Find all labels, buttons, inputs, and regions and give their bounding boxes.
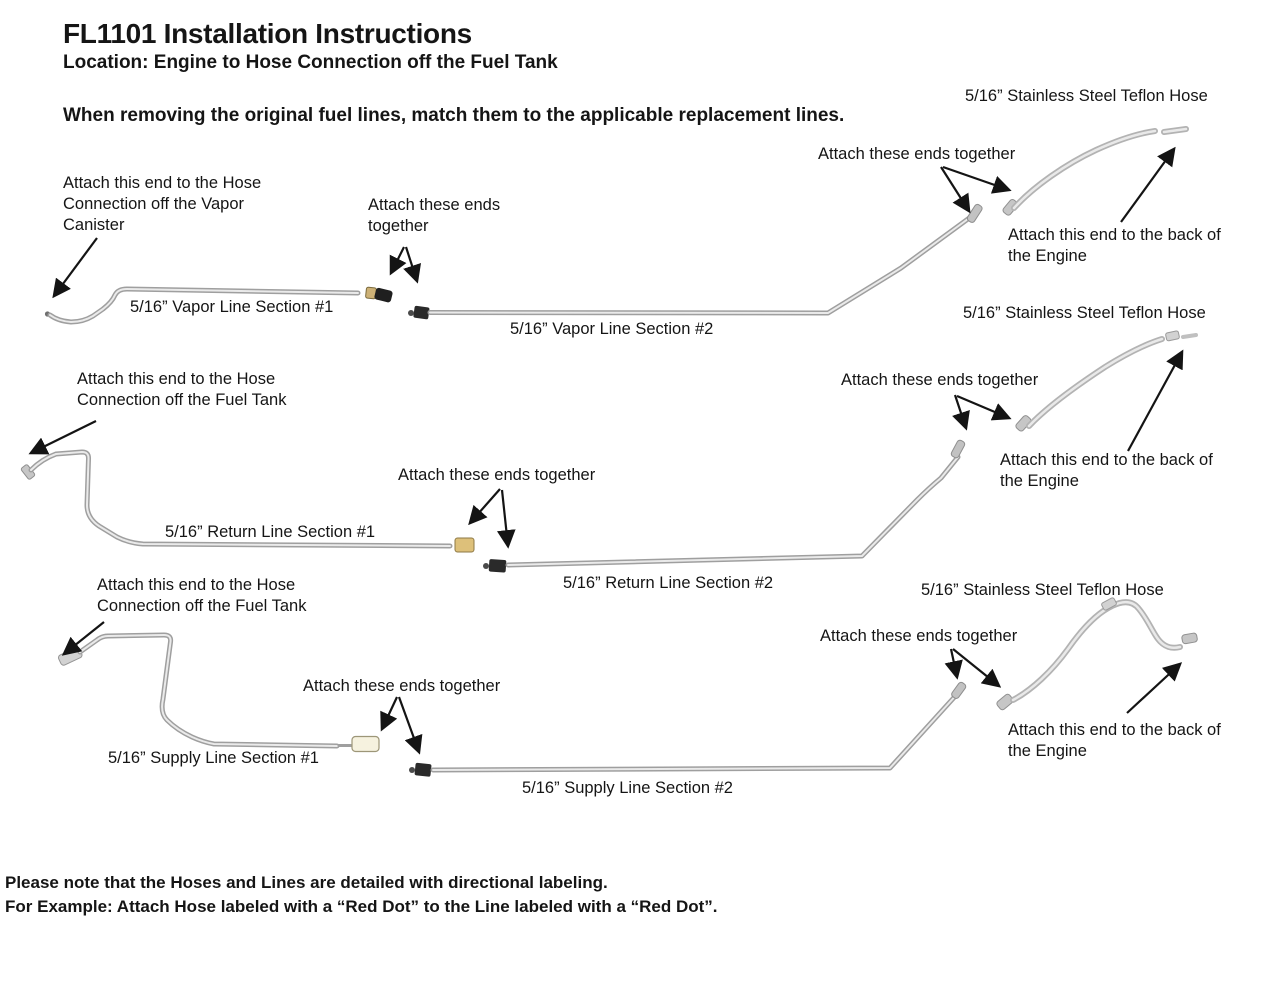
vapor-engine-note: Attach this end to the back of the Engine bbox=[1008, 226, 1221, 265]
vapor-engine-arrow-icon bbox=[1121, 149, 1174, 222]
vapor-line1-label: 5/16” Vapor Line Section #1 bbox=[130, 298, 334, 316]
supply-line1-label: 5/16” Supply Line Section #1 bbox=[108, 749, 319, 767]
tube-end-fitting bbox=[950, 681, 966, 699]
dark-union-fitting bbox=[414, 763, 431, 777]
return-start-arrow-icon bbox=[31, 421, 96, 453]
tube-end-fitting bbox=[950, 439, 966, 459]
supply-hose-label: 5/16” Stainless Steel Teflon Hose bbox=[921, 581, 1164, 599]
return-teflon-hose bbox=[1015, 331, 1196, 433]
vapor-teflon-hose bbox=[1002, 129, 1186, 216]
return-hose-join-note: Attach these ends together bbox=[841, 371, 1039, 389]
return-join-arrow-right-icon bbox=[502, 490, 508, 546]
tube-end-fitting bbox=[966, 203, 983, 223]
supply-join-note: Attach these ends together bbox=[303, 677, 501, 695]
supply-start-note: Attach this end to the Hose Connection off the Fuel Tank bbox=[97, 576, 307, 615]
return-line1-label: 5/16” Return Line Section #1 bbox=[165, 523, 376, 541]
return-hose-label: 5/16” Stainless Steel Teflon Hose bbox=[963, 304, 1206, 322]
supply-engine-arrow-icon bbox=[1127, 664, 1180, 713]
vapor-join-arrow-right-icon bbox=[406, 247, 417, 281]
return-engine-note: Attach this end to the back of the Engine bbox=[1000, 451, 1213, 490]
supply-hose-join-arrow-left-icon bbox=[951, 649, 957, 677]
hose-coupling bbox=[1165, 331, 1179, 342]
cream-filter-fitting bbox=[352, 737, 379, 752]
vapor-line2-label: 5/16” Vapor Line Section #2 bbox=[510, 320, 714, 338]
supply-join-arrow-left-icon bbox=[382, 697, 397, 729]
supply-hose-join-arrow-right-icon bbox=[953, 649, 999, 686]
supply-hose-join-note: Attach these ends together bbox=[820, 627, 1018, 645]
intro-text: When removing the original fuel lines, match them to the applicable replacement lines. bbox=[63, 105, 845, 126]
vapor-start-note: Attach this end to the Hose Connection off the Vapor Canister bbox=[63, 174, 262, 234]
return-engine-arrow-icon bbox=[1128, 352, 1182, 451]
return-line2-label: 5/16” Return Line Section #2 bbox=[563, 574, 774, 592]
return-start-note: Attach this end to the Hose Connection off the Fuel Tank bbox=[77, 370, 287, 409]
vapor-join-note: Attach these ends together bbox=[368, 196, 501, 235]
supply-teflon-hose bbox=[996, 597, 1198, 711]
supply-join-arrow-right-icon bbox=[399, 697, 419, 752]
vapor-start-arrow-icon bbox=[54, 238, 97, 296]
supply-line2-label: 5/16” Supply Line Section #2 bbox=[522, 779, 733, 797]
vapor-join-arrow-left-icon bbox=[391, 247, 404, 273]
footer-note-1: Please note that the Hoses and Lines are detailed with directional labeling. bbox=[5, 873, 608, 892]
page-location: Location: Engine to Hose Connection off the Fuel Tank bbox=[63, 52, 558, 73]
supply-engine-note: Attach this end to the back of the Engine bbox=[1008, 721, 1221, 760]
vapor-hose-join-note: Attach these ends together bbox=[818, 145, 1016, 163]
return-join-note: Attach these ends together bbox=[398, 466, 596, 484]
footer-notes bbox=[5, 871, 718, 918]
hose-end-fitting bbox=[1181, 633, 1197, 644]
dark-union-fitting bbox=[489, 559, 507, 573]
return-hose-join-arrow-right-icon bbox=[957, 396, 1009, 418]
vapor-hose-label: 5/16” Stainless Steel Teflon Hose bbox=[965, 87, 1208, 105]
return-line-2 bbox=[483, 439, 966, 572]
footer-note-2: For Example: Attach Hose labeled with a “Red Dot” to the Line labeled with a “Red Dot”. bbox=[5, 896, 718, 916]
brass-union-fitting bbox=[455, 538, 474, 552]
page-title: FL1101 Installation Instructions bbox=[63, 18, 472, 49]
dark-elbow-fitting bbox=[374, 287, 393, 303]
dark-union-fitting bbox=[413, 306, 430, 320]
return-join-arrow-left-icon bbox=[470, 489, 500, 523]
